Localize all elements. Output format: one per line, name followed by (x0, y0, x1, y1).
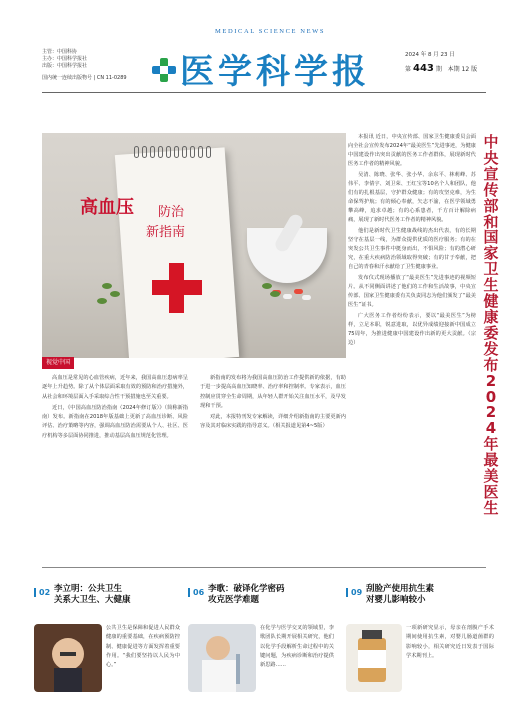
article-right-column (348, 133, 476, 350)
issue-suffix: 期 (435, 66, 442, 73)
page-count: 本期 12 版 (447, 66, 478, 73)
lead-article-body (42, 374, 346, 443)
issue-number: 443 (413, 63, 434, 74)
notebook-rings (134, 143, 234, 157)
paragraph: 新指南的发布将为我国高血压防治工作提供新的依据，有助于进一步提高高血压知晓率、治疗率和控制率。专家表示，血压控制应贯穿全生命周期，从年轻人群开始关注血压水平，及早发现和干预。 (200, 375, 346, 409)
teaser-title[interactable]: 李立明：公共卫生 关系大卫生、大健康 (54, 584, 131, 605)
medicine-bottle-photo (346, 624, 402, 692)
masthead (0, 0, 524, 92)
issue-info (405, 63, 477, 74)
plant-leaf (110, 291, 120, 297)
plant-leaf (270, 291, 280, 297)
teaser-page-number: 09 (346, 588, 376, 598)
teaser-card[interactable] (34, 578, 182, 723)
photo-credit: 视觉中国 (42, 357, 74, 369)
paragraph: 他们是新时代卫生健康战线的杰出代表，有的长期坚守在基层一线，为群众提供优质的医疗服务；有的在突发公共卫生事件中挺身而出，不惧风险；有的潜心研究，在重大疾病防治领域取得突破；有的甘于奉献，把自己的青春和汗水献给了卫生健康事业。 (348, 228, 476, 270)
teaser-text: 公共卫生是保障和促进人民群众健康的重要基础，在疾病预防控制、健康促进等方面发挥着重要作用。“我们要坚持以人民为中心。” (106, 625, 180, 669)
teaser-page-number: 06 (188, 588, 218, 598)
teaser-title[interactable]: 刮脸产使用抗生素 对婴儿影响较小 (366, 584, 435, 605)
cn-number: 国内统一连续出版物号 | CN 11-0289 (42, 74, 127, 81)
scientist-photo (188, 624, 256, 692)
paragraph: 高血压是常见的心血管疾病，近年来，我国高血压患病率呈逐年上升趋势。除了从个体层面采取有效的预防和治疗措施外，从社会和环境层面入手采取综合性干预措施也至关重要。 (42, 375, 188, 400)
paragraph: 对此，本报特刊发专家解读，详细介绍新指南的主要更新内容及其对临床实践的指导意义。（相关报道见第4~5版） (200, 414, 346, 430)
publisher-line: 主管：中国科协 (42, 49, 78, 55)
teaser-card[interactable] (188, 578, 336, 723)
plant-leaf (262, 283, 272, 289)
paragraph: 近日，《中国高血压防治指南（2024年修订版）》（简称新指南）发布。新指南在2018年版基础上更新了高血压诊断、风险评估、治疗策略等内容，强调高血压防治需要从个人、社区、医疗机构等多层面协同推进，推动基层高血压规范化管理。 (42, 404, 188, 439)
article-column (42, 374, 188, 443)
teaser-card[interactable] (346, 578, 494, 723)
paragraph: 广大医务工作者纷纷表示，要以“最美医生”为榜样，立足本职，锐意进取，以优异成绩迎接新中国成立75周年，为推进健康中国建设作出新的更大贡献。（宗边） (348, 313, 476, 346)
plant-leaf (97, 298, 107, 304)
hero-photo (42, 133, 346, 358)
teaser-title[interactable]: 李歌：破译化学密码 攻克医学难题 (208, 584, 285, 605)
teaser-page-number: 02 (34, 588, 64, 598)
plant-leaf (102, 283, 112, 289)
publisher-line: 主办：中国科学报社 (42, 56, 88, 63)
teaser-text: 一项新研究显示，母亲在剖腹产手术期间使用抗生素，对婴儿肠道菌群的影响较小，相关研究近日发表于国际学术期刊上。 (406, 625, 494, 659)
red-cross-icon-bar (152, 280, 202, 295)
paragraph: 发布仪式现场播放了“最美医生”先进事迹的视频短片。从不同侧面讲述了他们的工作和生活故事，中央宣传部、国家卫生健康委有关负责同志为他们颁发了“最美医生”证书。 (348, 275, 476, 308)
hero-subtitle: 新指南 (146, 225, 186, 240)
issue-prefix: 第 (405, 66, 412, 73)
article-column (200, 374, 346, 443)
divider (42, 92, 486, 93)
portrait-photo (34, 624, 102, 692)
logo-chinese: 医学科学报 (180, 52, 370, 92)
hero-title: 高血压 (80, 197, 134, 218)
publication-date: 2024 年 8 月 23 日 (405, 52, 455, 58)
publisher-info (42, 49, 127, 82)
teaser-text: 在化学与医学交叉的领域里，李歌团队长期开展相关研究，他们以化学手段解析生命过程中的关键问题，为疾病诊断和治疗提供新思路…… (260, 625, 334, 669)
divider (42, 567, 486, 568)
vertical-headline[interactable]: 中央宣传部和国家卫生健康委发布2024年最美医生 (483, 133, 499, 517)
paragraph: 本报讯 近日，中央宣传部、国家卫生健康委员会面向全社会宣传发布2024年“最美医生”先进事迹，为健康中国建设作出突出贡献的医务工作者群体，展现新时代医务工作者的精神风貌。 (348, 134, 476, 167)
paragraph: 吴清、陈晓、张华、张小华、余东平、林莉峰、苏伟平、李倩宇、刘卫荣、王红宝等10名个人和团队，他们有的扎根基层，守护群众健康；有的攻坚克难，为生命保驾护航；有的倾心奉献，矢志不渝，在医学领域勇攀高峰，追求卓越；有的心系患者，千方百计解除病痛，展现了新时代医务工作者的精神风貌。 (348, 172, 476, 223)
publisher-line: 出版：中国科学报社 (42, 63, 88, 70)
cross-logo-icon (150, 56, 178, 84)
notebook-image (115, 147, 239, 358)
logo-english: MEDICAL SCIENCE NEWS (215, 28, 326, 35)
hero-title-suffix: 防治 (158, 205, 185, 220)
